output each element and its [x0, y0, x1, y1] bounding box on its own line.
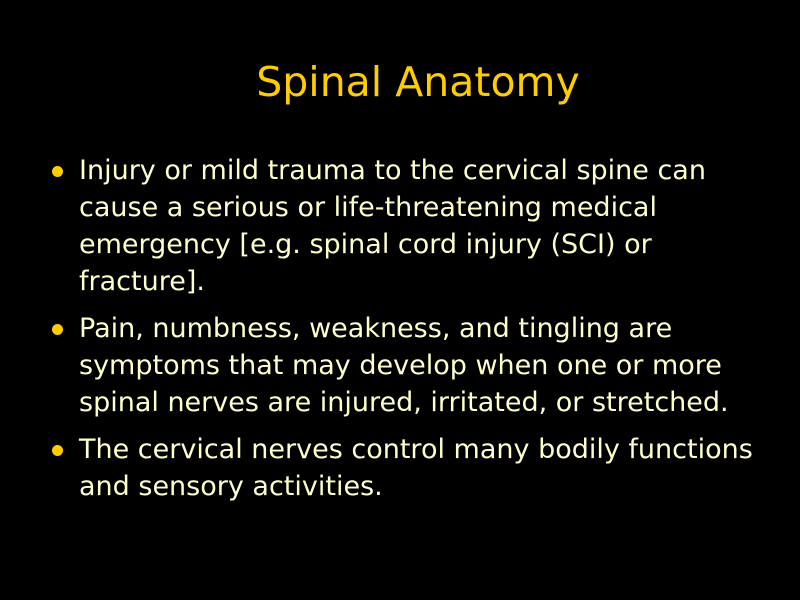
bullet-item — [48, 431, 768, 505]
bullet-dot-icon — [52, 445, 63, 456]
bullet-text: The cervical nerves control many bodily functions and sensory activities. — [79, 434, 753, 502]
bullet-text: Pain, numbness, weakness, and tingling are symptoms that may develop when one or more spinal nerves are injured, irritated, or stretched. — [79, 313, 729, 418]
bullet-dot-icon — [52, 166, 63, 177]
bullet-dot-icon — [52, 324, 63, 335]
bullet-list — [48, 152, 768, 515]
bullet-text: Injury or mild trauma to the cervical spine can cause a serious or life-threatening medical emergency [e.g. spinal cord injury (SCI) or fracture]. — [79, 155, 706, 297]
bullet-item — [48, 310, 768, 421]
bullet-item — [48, 152, 768, 300]
slide-title: Spinal Anatomy — [256, 58, 580, 106]
